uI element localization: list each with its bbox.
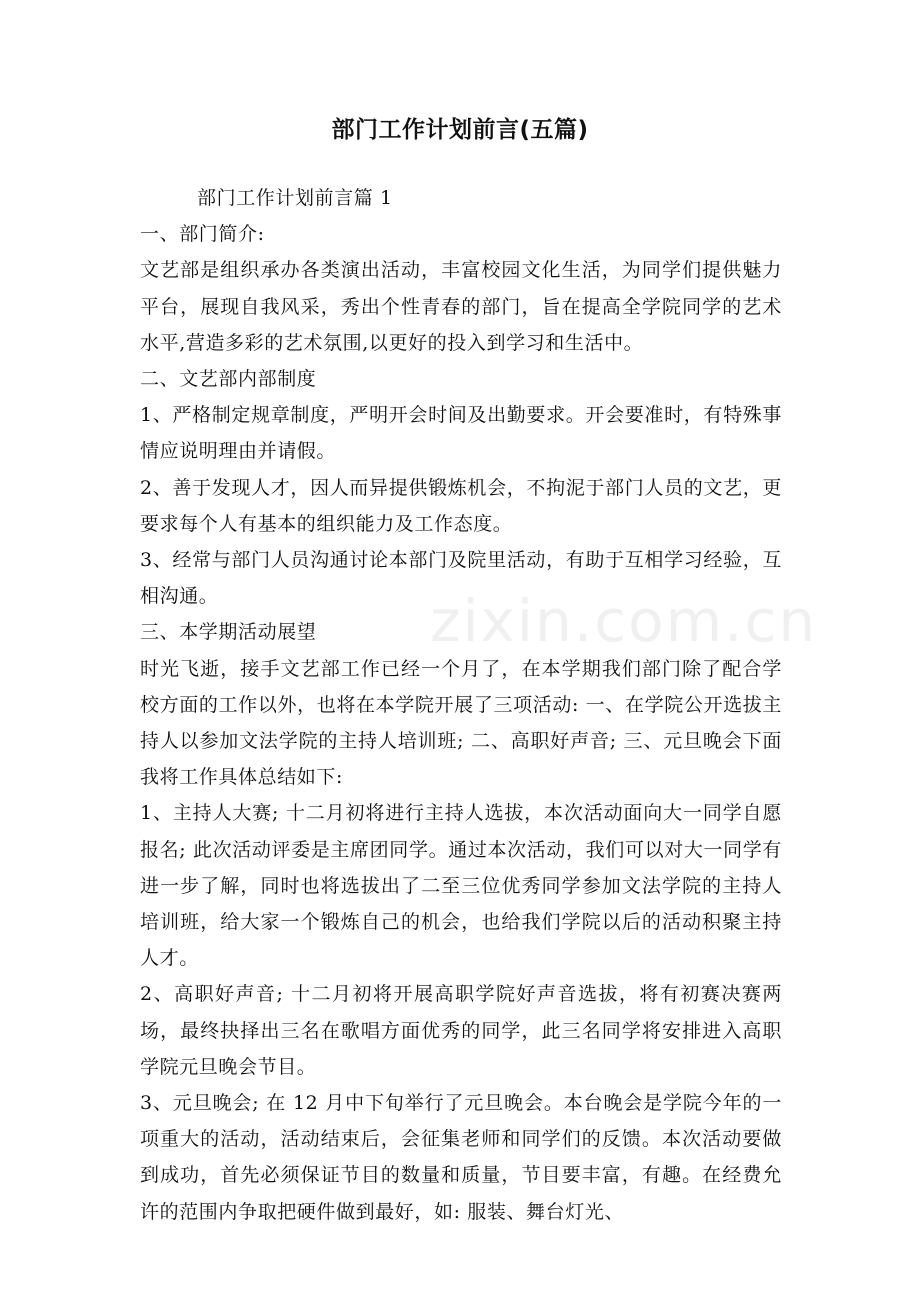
- paragraph: 2、善于发现人才，因人而异提供锻炼机会，不拘泥于部门人员的文艺，更要求每个人有基本的组织能力及工作态度。: [140, 476, 782, 535]
- paragraph: 时光飞逝，接手文艺部工作已经一个月了，在本学期我们部门除了配合学校方面的工作以外，也将在本学院开展了三项活动: 一、在学院公开选拔主持人以参加文法学院的主持人培训班; 二、高职好声音; 三、元旦晚会下面我将工作具体总结如下:: [140, 657, 782, 789]
- paragraph: 3、元旦晚会; 在 12 月中下旬举行了元旦晚会。本台晚会是学院今年的一项重大的活动，活动结束后，会征集老师和同学们的反馈。本次活动要做到成功，首先必须保证节目的数量和质量，节目要丰富，有趣。在经费允许的范围内争取把硬件做到最好，如: 服装、舞台灯光、: [140, 1092, 782, 1223]
- paragraph: 3、经常与部门人员沟通讨论本部门及院里活动，有助于互相学习经验，互相沟通。: [140, 549, 782, 608]
- watermark-text: zixin.com.cn: [430, 587, 818, 655]
- section-heading: 一、部门简介:: [140, 223, 265, 246]
- document-body: [140, 180, 782, 1230]
- paragraph: 1、严格制定规章制度，严明开会时间及出勤要求。开会要准时，有特殊事情应说明理由并请假。: [140, 404, 782, 463]
- section-heading: 三、本学期活动展望: [140, 621, 317, 644]
- paragraph: 2、高职好声音; 十二月初将开展高职学院好声音选拔，将有初赛决赛两场，最终抉择出三名在歌唱方面优秀的同学，此三名同学将安排进入高职学院元旦晚会节目。: [140, 983, 782, 1078]
- document-title: 部门工作计划前言(五篇): [331, 117, 589, 143]
- paragraph: 文艺部是组织承办各类演出活动，丰富校园文化生活，为同学们提供魅力平台，展现自我风采，秀出个性青春的部门，旨在提高全学院同学的艺术水平,营造多彩的艺术氛围,以更好的投入到学习和生活中。: [140, 259, 782, 354]
- paragraph: 1、主持人大赛; 十二月初将进行主持人选拔，本次活动面向大一同学自愿报名; 此次活动评委是主席团同学。通过本次活动，我们可以对大一同学有进一步了解，同时也将选拔出了二至三位优秀同学参加文法学院的主持人培训班，给大家一个锻炼自己的机会，也给我们学院以后的活动积聚主持人才。: [140, 802, 782, 970]
- sub-heading: 部门工作计划前言篇 1: [197, 187, 393, 209]
- section-heading: 二、文艺部内部制度: [140, 368, 317, 391]
